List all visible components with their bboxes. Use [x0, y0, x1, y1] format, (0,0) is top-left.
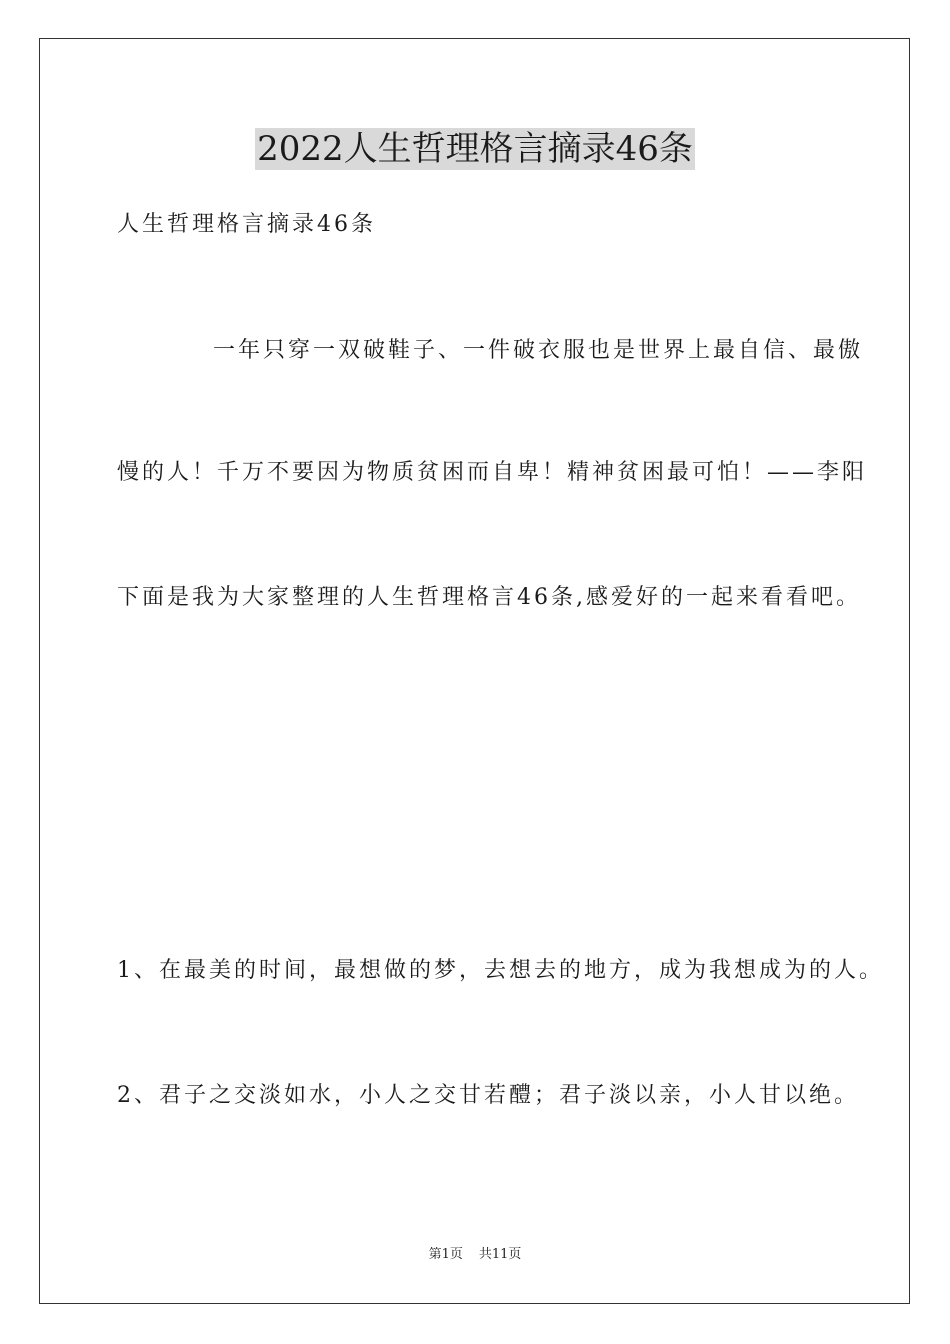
document-title: 2022人生哲理格言摘录46条	[257, 129, 693, 169]
page-total: 共11页	[478, 1247, 522, 1262]
page-footer	[0, 1246, 950, 1264]
list-item-2: 2、君子之交淡如水，小人之交甘若醴；君子淡以亲，小人甘以绝。	[117, 1083, 859, 1108]
page-number: 第1页	[428, 1247, 463, 1262]
paragraph-line-3: 下面是我为大家整理的人生哲理格言46条,感爱好的一起来看看吧。	[117, 585, 861, 610]
paragraph-line-1: 一年只穿一双破鞋子、一件破衣服也是世界上最自信、最傲	[213, 338, 864, 363]
list-item-1: 1、在最美的时间，最想做的梦，去想去的地方，成为我想成为的人。	[117, 958, 884, 983]
paragraph-line-2: 慢的人！千万不要因为物质贫困而自卑！精神贫困最可怕！——李阳	[117, 460, 868, 485]
title-container	[0, 128, 950, 170]
document-subtitle: 人生哲理格言摘录46条	[117, 212, 376, 237]
